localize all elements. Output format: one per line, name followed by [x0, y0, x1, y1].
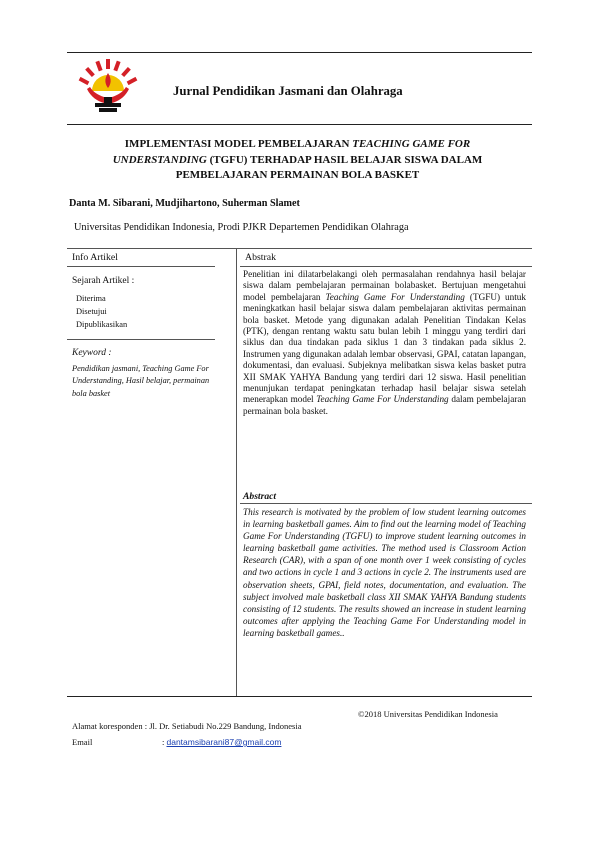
history-rule — [67, 339, 215, 340]
header-top-rule — [67, 52, 532, 53]
abstract-heading: Abstract — [243, 491, 277, 502]
info-heading-rule — [67, 266, 215, 267]
journal-title: Jurnal Pendidikan Jasmani dan Olahraga — [173, 84, 403, 98]
email-link[interactable]: dantamsibarani87@gmail.com — [166, 737, 282, 747]
section-top-rule — [67, 248, 532, 249]
correspondence-address: Alamat koresponden : Jl. Dr. Setiabudi No.229 Bandung, Indonesia — [72, 721, 302, 731]
title-part: IMPLEMENTASI MODEL PEMBELAJARAN — [124, 138, 353, 150]
abstrak-text: (TGFU) untuk meningkatkan hasil belajar siswa dalam pembelajaran aktivitas permainan bola basket. Metode yang digunakan adalah Penelitian Tindakan Kelas (PTK), dengan rentang waktu satu bulan lebih 1 minggu yang terdiri dari siklus dan dua tindakan pada siklus 1 dan 3 tindakan pada siklus 2. Instrumen yang digunakan adalah lembar observasi, GPAI, catatan lapangan, dokumentasi, dan evaluasi. Subjeknya melibatkan siswa kelas basket putra XII SMAK YAHYA Bandung yang terdiri dari 12 siswa. Hasil penelitian menunjukan terdapat peningkatan terhadap hasil belajar siswa setelah menerapkan model — [243, 291, 526, 405]
email-prefix: : — [162, 737, 167, 747]
title-part: (TGFU) TERHADAP HASIL BELAJAR SISWA DALAM — [206, 153, 483, 166]
abstract-body: This research is motivated by the problem of low student learning outcomes in learning basketball games. Aim to find out the learning model of Teaching Game For Understanding (TGFU) to improve student learning outcomes in learning basketball game activities. The method used is Classroom Action Research (CAR), with a span of one month over 1 week consisting of cycles and two actions in cycle 1 and 3 actions in cycle 2. The instruments used are observation sheets, GPAI, field notes, documentation, and evaluation. The subject involved male basketball class XII SMAK YAHYA Bandung students consisting of 12 students. The results showed an increase in student learning outcomes after applying the Teaching Game For Understanding model in learning basketball games.. — [243, 507, 526, 638]
abstrak-heading-rule — [240, 266, 532, 267]
header-bottom-rule — [67, 124, 532, 125]
copyright: ©2018 Universitas Pendidikan Indonesia — [358, 709, 498, 719]
abstrak-text-italic: Teaching Game For Understanding — [325, 291, 465, 302]
email-label: Email — [72, 737, 93, 747]
abstract-heading-rule — [240, 503, 532, 504]
history-received: Diterima — [76, 294, 106, 303]
title-part-italic: UNDERSTANDING — [112, 153, 207, 166]
column-divider — [236, 248, 237, 696]
abstrak-body — [243, 269, 526, 417]
authors: Danta M. Sibarani, Mudjihartono, Suherman Slamet — [69, 198, 300, 209]
abstrak-heading: Abstrak — [245, 252, 277, 263]
email-value — [162, 737, 281, 747]
affiliation: Universitas Pendidikan Indonesia, Prodi PJKR Departemen Pendidikan Olahraga — [74, 222, 409, 233]
history-heading: Sejarah Artikel : — [72, 276, 135, 286]
university-logo-icon — [77, 57, 139, 117]
info-heading: Info Artikel — [72, 252, 118, 263]
abstrak-text-italic: Teaching Game For Understanding — [316, 394, 449, 405]
title-part: PEMBELAJARAN PERMAINAN BOLA BASKET — [175, 169, 420, 181]
history-accepted: Disetujui — [76, 307, 107, 316]
keyword-heading: Keyword : — [72, 348, 112, 358]
history-published: Dipublikasikan — [76, 320, 128, 329]
title-part-italic: TEACHING GAME FOR — [352, 138, 471, 150]
abstrak-text: Penelitian ini dilatarbelakangi oleh permasalahan rendahnya hasil belajar siswa dalam pembelajaran permainan bolabasket. Bertujuan mengetahui model pembelajaran — [243, 269, 526, 302]
abstrak-text: dalam pembelajaran permainan bola basket. — [243, 394, 526, 416]
section-bottom-rule — [67, 696, 532, 697]
article-title — [60, 137, 535, 184]
keywords: Pendidikan jasmani, Teaching Game For Understanding, Hasil belajar, permainan bola basket — [72, 364, 210, 398]
